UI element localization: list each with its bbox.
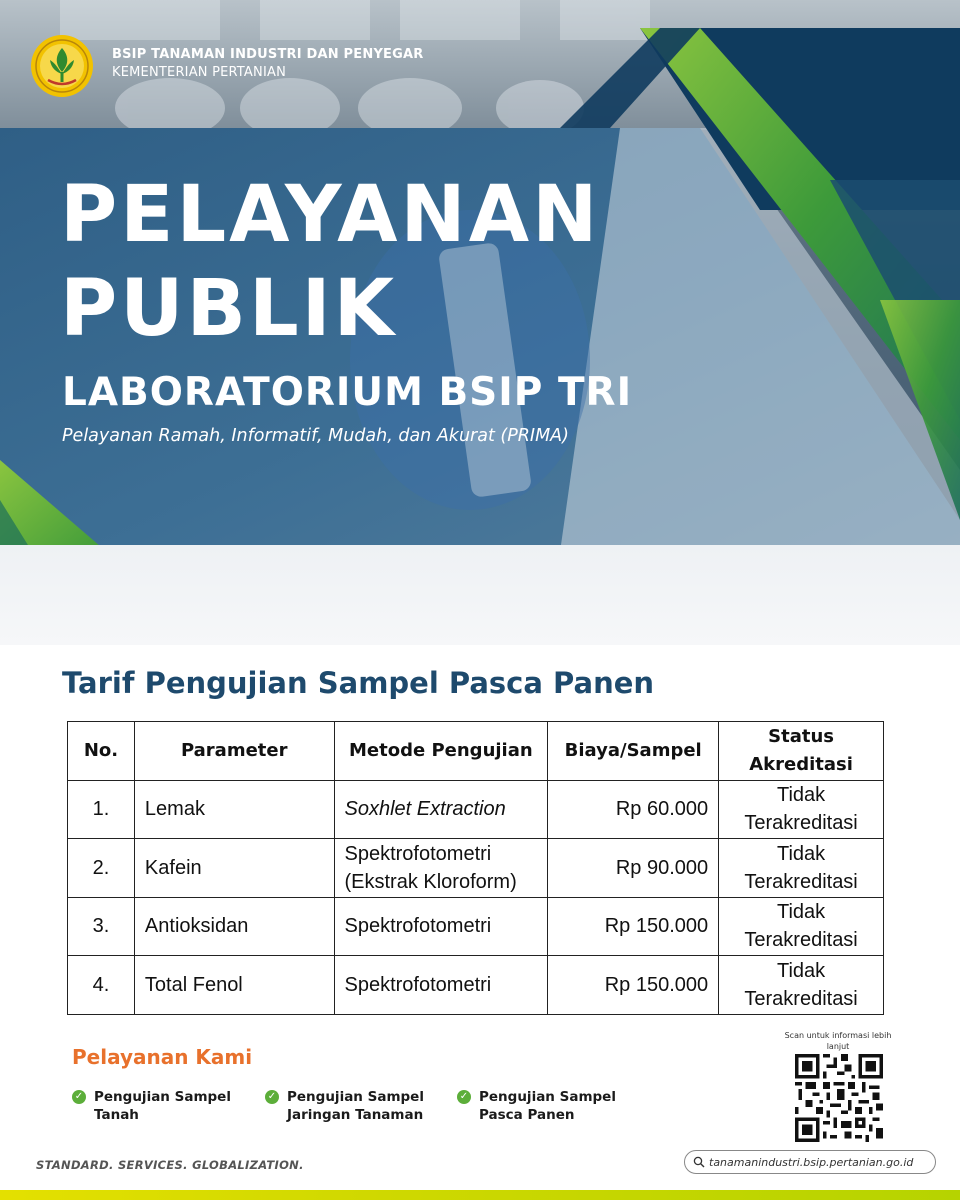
cell-status: Tidak Terakreditasi	[719, 897, 884, 956]
service-label: Pengujian Sampel Jaringan Tanaman	[287, 1089, 424, 1123]
header-no: No.	[68, 722, 135, 781]
cell-price: Rp 60.000	[548, 780, 719, 839]
table-header-row	[68, 722, 884, 781]
hero-subtitle: LABORATORIUM BSIP TRI	[62, 370, 633, 415]
service-item-jaringan	[265, 1088, 447, 1124]
org-name	[112, 46, 423, 82]
kementan-logo-icon	[30, 34, 94, 98]
cell-no: 1.	[68, 780, 135, 839]
cell-status: Tidak Terakreditasi	[719, 780, 884, 839]
header-status: Status Akreditasi	[719, 722, 884, 781]
cell-method: Spektrofotometri (Ekstrak Kloroform)	[334, 839, 548, 898]
hero-fade	[0, 545, 960, 645]
cell-price: Rp 150.000	[548, 956, 719, 1015]
cell-price: Rp 150.000	[548, 897, 719, 956]
qr-caption: Scan untuk informasi lebih lanjut	[784, 1031, 892, 1051]
cell-status: Tidak Terakreditasi	[719, 839, 884, 898]
table-row	[68, 897, 884, 956]
section-title: Tarif Pengujian Sampel Pasca Panen	[62, 666, 655, 700]
website-url: tanamanindustri.bsip.pertanian.go.id	[709, 1155, 914, 1169]
services-title: Pelayanan Kami	[72, 1045, 253, 1069]
service-item-pasca-panen	[457, 1088, 639, 1124]
cell-parameter: Lemak	[134, 780, 334, 839]
check-icon: ✓	[265, 1090, 279, 1104]
cell-no: 3.	[68, 897, 135, 956]
header-method: Metode Pengujian	[334, 722, 548, 781]
table-row	[68, 839, 884, 898]
table-row	[68, 780, 884, 839]
footer-slogan: STANDARD. SERVICES. GLOBALIZATION.	[36, 1158, 304, 1172]
search-icon	[693, 1156, 705, 1168]
table-row	[68, 956, 884, 1015]
header-price: Biaya/Sampel	[548, 722, 719, 781]
hero-title-line-1: PELAYANAN	[60, 170, 601, 260]
service-label: Pengujian Sampel Tanah	[94, 1089, 231, 1123]
cell-no: 2.	[68, 839, 135, 898]
cell-no: 4.	[68, 956, 135, 1015]
website-link[interactable]	[684, 1150, 936, 1174]
qr-code-icon[interactable]	[795, 1054, 883, 1142]
service-label: Pengujian Sampel Pasca Panen	[479, 1089, 616, 1123]
footer-bar	[0, 1190, 960, 1200]
header-parameter: Parameter	[134, 722, 334, 781]
cell-parameter: Antioksidan	[134, 897, 334, 956]
cell-parameter: Total Fenol	[134, 956, 334, 1015]
cell-status: Tidak Terakreditasi	[719, 956, 884, 1015]
check-icon: ✓	[72, 1090, 86, 1104]
service-item-tanah	[72, 1088, 254, 1124]
cell-price: Rp 90.000	[548, 839, 719, 898]
hero-title	[60, 168, 600, 356]
hero-title-line-2: PUBLIK	[60, 264, 398, 354]
tariff-table	[67, 721, 884, 1015]
cell-method: Spektrofotometri	[334, 956, 548, 1015]
cell-method: Spektrofotometri	[334, 897, 548, 956]
cell-method: Soxhlet Extraction	[334, 780, 548, 839]
hero-tagline: Pelayanan Ramah, Informatif, Mudah, dan Akurat (PRIMA)	[62, 426, 569, 446]
cell-parameter: Kafein	[134, 839, 334, 898]
org-line-2: KEMENTERIAN PERTANIAN	[112, 65, 287, 80]
org-line-1: BSIP TANAMAN INDUSTRI DAN PENYEGAR	[112, 47, 424, 62]
check-icon: ✓	[457, 1090, 471, 1104]
